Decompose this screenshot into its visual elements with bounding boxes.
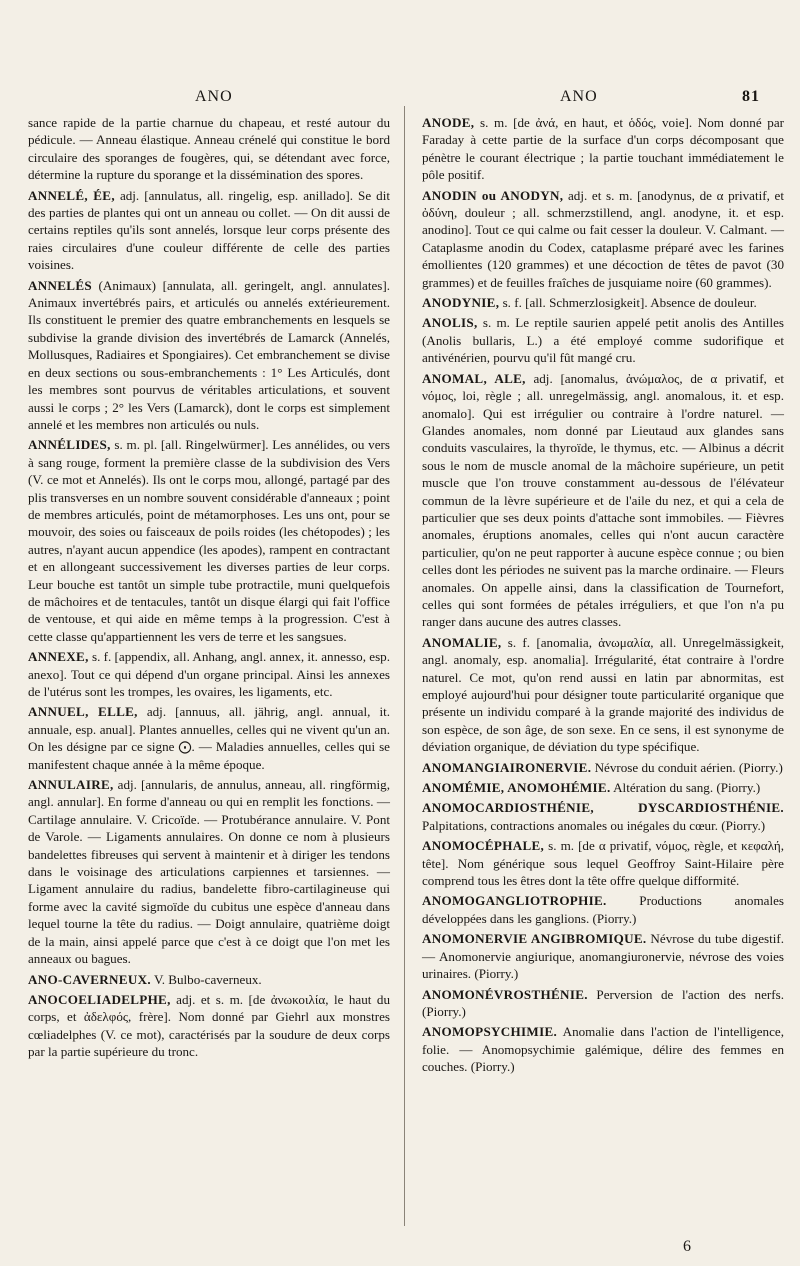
signature-mark: 6 <box>683 1238 691 1255</box>
headword: ANOMOCÉPHALE, <box>422 838 545 854</box>
headword: ANOCOELIADELPHE, <box>28 991 171 1007</box>
headword: ANODE, <box>422 115 475 130</box>
definition: Perversion de l'action des nerfs. (Piorry.) <box>422 986 784 1019</box>
running-head-right: ANO <box>560 88 598 105</box>
definition: V. Bulbo-caverneux. <box>153 971 262 987</box>
headword: ANNÉLIDES, <box>28 437 111 453</box>
headword: ANOMÉMIE, ANOMOHÉMIE. <box>422 780 611 796</box>
continuation-text: sance rapide de la partie charnue du chapeau, et resté autour du pédicule. — Anneau élastique. Anneau crénelé qui constitue le bord circulaire des sporanges de fougères, qui, se détendant avec force, détermine la rupture du sporange et la dissémination des spores. <box>28 115 390 183</box>
definition: s. f. [all. Schmerzlosigkeit]. Absence de douleur. <box>502 295 757 311</box>
entry <box>28 776 390 967</box>
headword: ANODYNIE, <box>422 295 500 311</box>
definition: Anomalie dans l'action de l'intelligence, folie. — Anomopsychimie galémique, délire des femmes en couches. (Piorry.) <box>422 1024 784 1075</box>
entry <box>422 314 784 366</box>
headword: ANOMOPSYCHIMIE. <box>422 1024 558 1040</box>
entry <box>422 930 784 982</box>
headword: ANNELÉS <box>28 277 92 293</box>
definition: adj. [annulatus, all. ringelig, esp. anillado]. Se dit des parties de plantes qui ont un anneau ou collet. — On dit aussi de certains reptiles qu'ils sont annelés, lorsque leur corps présente des raies circulaires d'une couleur différente de celle des parties voisines. <box>28 187 390 273</box>
entry <box>422 634 784 756</box>
definition: adj. [annuus, all. jährig, angl. annual, it. annuale, esp. anual]. Plantes annuelles, celles qui ne vivent qu'un an. On les désigne par ce signe ⨀. — Maladies annuelles, celles qui se manifestent chaque année à la même époque. <box>28 704 390 772</box>
running-head-left: ANO <box>195 88 233 105</box>
headword: ANOMOGANGLIOTROPHIE. <box>422 893 607 909</box>
definition: Névrose du conduit aérien. (Piorry.) <box>594 759 783 775</box>
definition: adj. et s. m. [anodynus, de α privatif, et ὀδύνη, douleur ; all. schmerzstillend, angl. anodyne, it. et esp. anodino]. Tout ce qui calme ou fait cesser la douleur. V. Calmant. — Cataplasme anodin du Codex, cataplasme préparé avec les farines émollientes (120 grammes) et une décoction de têtes de pavot (30 grammes) et de feuilles fraîches de jusquiame noire (60 grammes). <box>422 187 784 290</box>
entry <box>28 971 390 988</box>
definition: Productions anomales développées dans les ganglions. (Piorry.) <box>422 893 784 926</box>
entry <box>422 779 784 796</box>
entry <box>422 294 784 311</box>
column-divider <box>404 106 405 1226</box>
headword: ANOMOCARDIOSTHÉNIE, DYSCARDIOSTHÉNIE. <box>422 800 784 816</box>
headword: ANOMANGIAIRONERVIE. <box>422 759 592 775</box>
definition: Altération du sang. (Piorry.) <box>613 780 761 796</box>
entry <box>28 648 390 700</box>
left-entries <box>28 187 390 1061</box>
entry <box>28 991 390 1061</box>
entry <box>28 277 390 434</box>
right-column <box>422 114 784 1079</box>
headword: ANOMAL, ALE, <box>422 370 526 386</box>
definition: s. m. Le reptile saurien appelé petit anolis des Antilles (Anolis bullaris, L.) a été employé comme sudorifique et antivénérien, pourvu qu'il fût mangé cru. <box>422 315 784 366</box>
definition: s. m. pl. [all. Ringelwürmer]. Les annélides, ou vers à sang rouge, forment la première classe de la subdivision des Vers (V. ce mot et Annelés). Ils ont le corps mou, allongé, partagé par des plis transverses en un nombre souvent considérable d'anneaux ; point de membres articulés, point de métamorphoses. Les uns ont, pour se mouvoir, des soies ou faisceaux de poils roides (les chétopodes) ; les autres, n'ayant aucun appendice (les apodes), rampent en contractant et en allongeant successivement les diverses parties de leur corps. Leur bouche est tantôt un simple tube protractile, muni quelquefois de mâchoires et de tentacules, tantôt un disque élargi qui fait l'office de ventouse, et qui aide en même temps à la progression. C'est à cette classe qu'appartiennent les vers de terre et les sangsues. <box>28 437 391 644</box>
definition: s. m. [de ἀνά, en haut, et ὁδός, voie]. Nom donné par Faraday à cette partie de la surface d'un corps décomposant que pénètre le courant électrique ; la partie touchant immédiatement le pôle positif. <box>422 115 784 183</box>
entry <box>28 187 390 274</box>
headword: ANOMONERVIE ANGIBROMIQUE. <box>422 931 647 947</box>
entry <box>422 799 784 834</box>
headword: ANNEXE, <box>28 649 89 665</box>
entry <box>422 837 784 889</box>
headword: ANNULAIRE, <box>28 777 114 793</box>
entry <box>422 370 784 631</box>
definition: Palpitations, contractions anomales ou inégales du cœur. (Piorry.) <box>422 817 766 833</box>
definition: s. m. [de α privatif, νόμος, règle, et κεφαλή, tête]. Nom générique sous lequel Geoffroy Saint-Hilaire père comprend tous les êtres dont la tête offre quelque difformité. <box>422 838 784 889</box>
headword: ANODIN ou ANODYN, <box>422 187 564 203</box>
entry <box>422 1023 784 1075</box>
definition: adj. et s. m. [de ἀνωκοιλία, le haut du corps, et ἀδελφός, frère]. Nom donné par Giehrl aux monstres cœliadelphes (V. ce mot), caractérisés par la soudure de deux corps par la partie supérieure du tronc. <box>28 991 390 1060</box>
entry <box>28 703 390 773</box>
entry <box>422 114 784 184</box>
headword: ANOLIS, <box>422 315 478 331</box>
entry <box>422 986 784 1021</box>
definition: s. f. [anomalia, ἀνωμαλία, all. Unregelmässigkeit, angl. anomaly, esp. anomalia]. Irrégularité, état contraire à l'ordre naturel. Ce mot, qu'on rend aussi en latin par abnormitas, est employé aujourd'hui pour désigner toute particularité organique que présente un individu comparé à la grande majorité des individus de son espèce, de son âge, de son sexe. En ce sens, il est synonyme de déviation organique, de déviation du type spécifique. <box>422 634 784 755</box>
headword: ANOMALIE, <box>422 634 502 650</box>
entry <box>422 892 784 927</box>
headword: ANO-CAVERNEUX. <box>28 971 151 987</box>
page-number: 81 <box>742 88 760 105</box>
definition: (Animaux) [annulata, all. geringelt, angl. annulates]. Animaux invertébrés pairs, et articulés ou annelés extérieurement. Ils constituent le premier des quatre embranchements en lesquels se subdivise la grande division des invertébrés de Lamarck (Annelés, Mollusques, Radiaires et Spongiaires). Cet embranchement se divise en deux sections ou sous-embranchements : 1° Les Articulés, dont les membres sont pourvus de véritables articulations, et souvent aussi le corps ; 2° les Vers (Lamarck), dont le corps est simplement annelé et les membres non articulés ou nuls. <box>28 277 390 432</box>
definition: adj. [annularis, de annulus, anneau, all. ringförmig, angl. annular]. En forme d'anneau ou qui en remplit les fonctions. — Cartilage annulaire. V. Cricoïde. — Protubérance annulaire. V. Pont de Varole. — Ligaments annulaires. On donne ce nom à plusieurs bandelettes fibreuses qui servent à maintenir et à diriger les tendons dans le voisinage des articulations carpiennes et tarsiennes. — Ligament annulaire du radius, bandelette fibro-cartilagineuse qui forme avec la cavité sigmoïde du cubitus une espèce d'anneau dans lequel tourne la tête du radius. — Doigt annulaire, quatrième doigt de la main, ainsi appelé parce que c'est à ce doigt que l'on met les anneaux ou bagues. <box>28 777 390 967</box>
definition: adj. [anomalus, ἀνώμαλος, de α privatif, et νόμος, loi, règle ; all. unregelmässig, angl. anomalous, it. et esp. anomalo]. Qui est irrégulier ou contraire à l'ordre naturel. — Glandes anomales, nom donné par Lieutaud aux glandes sans conduits vasculaires, la thyroïde, le thymus, etc. — Albinus a décrit sous le nom de muscle anomal de la mâchoire supérieure, un petit muscle que l'on trouve constamment au-dessous de l'élévateur commun de la lèvre supérieure et de l'aile du nez, et qui a cela de particulier que ses deux points d'attache sont immobiles. — Fièvres anomales, éruptions anomales, celles qui n'ont aucun caractère particulier, qu'on ne peut rapporter à aucune espèce connue ; ou bien celles dont les périodes ne suivent pas la marche ordinaire. — Fleurs anomales. On appelle ainsi, dans la classification de Tournefort, celles qui sont formées de pétales irréguliers, et que l'on n'a pu ranger dans aucune des autres classes. <box>422 370 785 630</box>
headword: ANNELÉ, ÉE, <box>28 187 115 203</box>
entry <box>28 436 390 645</box>
headword: ANNUEL, ELLE, <box>28 704 138 720</box>
entry <box>422 187 784 291</box>
definition: s. f. [appendix, all. Anhang, angl. annex, it. annesso, esp. anexo]. Tout ce qui dépend d'un organe principal. Ainsi les annexes de l'utérus sont les trompes, les ovaires, les ligaments, etc. <box>28 649 390 699</box>
definition: Névrose du tube digestif. — Anomonervie angiurique, anomangiuronervie, névrose des voies urinaires. (Piorry.) <box>422 931 785 982</box>
headword: ANOMONÉVROSTHÉNIE. <box>422 986 588 1002</box>
entry <box>422 759 784 776</box>
left-column <box>28 114 390 1064</box>
